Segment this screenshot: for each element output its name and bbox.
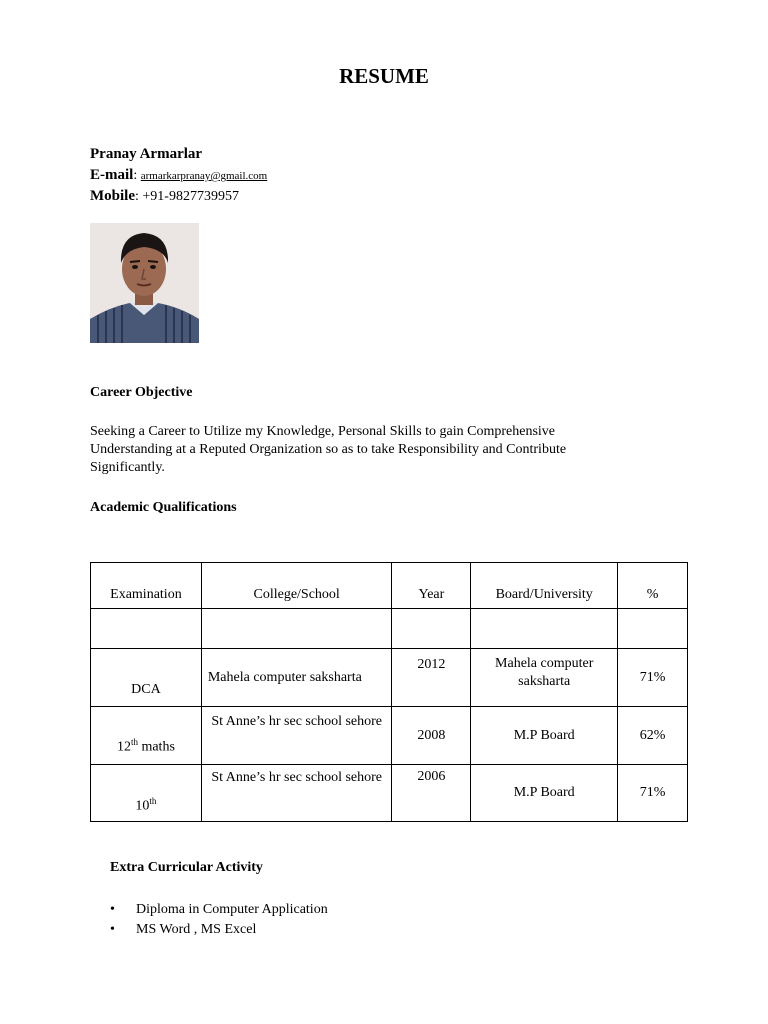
academic-table <box>90 562 688 822</box>
mobile-line: Mobile: +91-9827739957 <box>90 188 239 204</box>
row-school: St Anne’s hr sec school sehore <box>201 707 392 765</box>
row-exam: DCA <box>91 649 202 707</box>
email-line: E-mail: armarkarpranay@gmail.com <box>90 167 268 183</box>
row-board: M.P Board <box>471 707 618 765</box>
list-item-text: Diploma in Computer Application <box>136 902 328 917</box>
row-school: St Anne’s hr sec school sehore <box>201 765 392 822</box>
row-year: 2012 <box>392 649 471 707</box>
table-row-empty <box>91 609 688 649</box>
profile-photo <box>90 223 199 343</box>
row-exam-suffix: maths <box>137 740 175 755</box>
bullet-icon: • <box>110 922 115 937</box>
bullet-icon: • <box>110 902 115 917</box>
career-objective-text: Seeking a Career to Utilize my Knowledge, Personal Skills to gain Comprehensive Understanding at a Reputed Organization so as to take Responsibility and Contribute Significantly. <box>90 424 567 475</box>
row-exam-cell <box>91 765 202 822</box>
career-objective-heading: Career Objective <box>90 385 193 400</box>
row-percent: 62% <box>618 707 688 765</box>
table-row <box>91 765 688 822</box>
header-year: Year <box>392 563 471 609</box>
table-row <box>91 649 688 707</box>
candidate-name: Pranay Armarlar <box>90 146 203 162</box>
row-exam-cell <box>91 707 202 765</box>
list-item-text: MS Word , MS Excel <box>136 922 257 937</box>
email-link[interactable]: armarkarpranay@gmail.com <box>140 170 268 182</box>
header-board: Board/University <box>471 563 618 609</box>
extra-curricular-heading: Extra Curricular Activity <box>110 860 263 875</box>
header-examination: Examination <box>91 563 202 609</box>
row-board: Mahela computer saksharta <box>471 649 618 707</box>
row-year: 2008 <box>392 707 471 765</box>
mobile-label: Mobile <box>90 188 135 204</box>
mobile-value: +91-9827739957 <box>142 189 239 204</box>
table-row <box>91 707 688 765</box>
resume-title: RESUME <box>339 64 429 88</box>
row-exam: 10 <box>135 799 150 814</box>
person-photo-icon <box>90 223 199 343</box>
row-percent: 71% <box>618 649 688 707</box>
extra-curricular-list <box>110 900 328 940</box>
email-label: E-mail <box>90 167 134 183</box>
table-header-row <box>91 563 688 609</box>
row-year: 2006 <box>392 765 471 822</box>
row-exam: 12 <box>116 740 131 755</box>
header-percent: % <box>618 563 688 609</box>
row-exam-sup: th <box>149 796 157 807</box>
row-board: M.P Board <box>471 765 618 822</box>
list-item <box>110 920 328 940</box>
row-percent: 71% <box>618 765 688 822</box>
academic-heading: Academic Qualifications <box>90 500 237 515</box>
row-school: Mahela computer saksharta <box>201 649 392 707</box>
row-exam-sup: th <box>130 737 138 748</box>
header-college: College/School <box>201 563 392 609</box>
list-item <box>110 900 328 920</box>
